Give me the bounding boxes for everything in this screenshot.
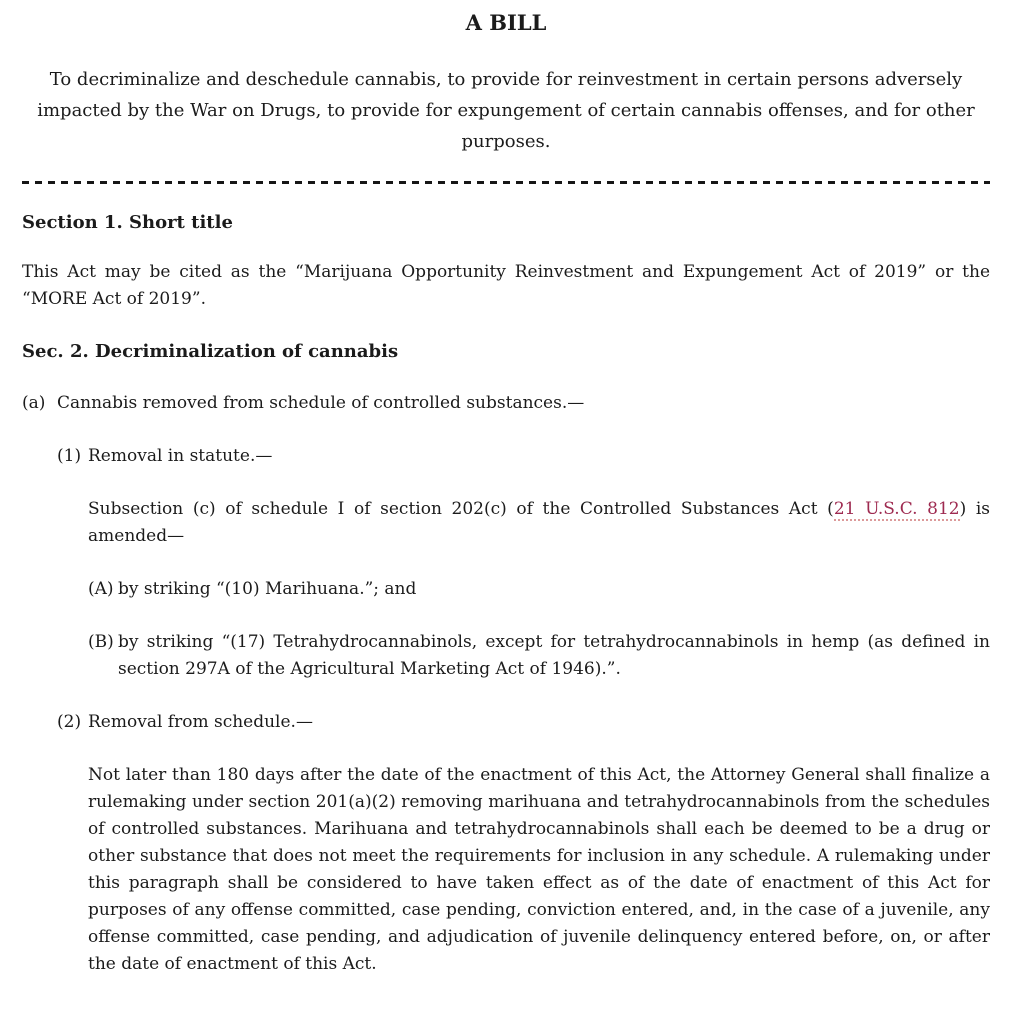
clause-2-text: Removal from schedule.— bbox=[88, 712, 313, 732]
dashed-divider bbox=[22, 181, 990, 184]
clause-1 bbox=[57, 443, 990, 470]
clause-2-label: (2) bbox=[57, 712, 82, 732]
bill-title: A BILL bbox=[465, 10, 547, 35]
statute-paragraph-before-link: Subsection (c) of schedule I of section 202(c) of the Controlled Substances Act ( bbox=[88, 499, 834, 519]
statute-paragraph bbox=[88, 496, 990, 550]
clause-a bbox=[22, 390, 990, 417]
short-title-paragraph: This Act may be cited as the “Marijuana Opportunity Reinvestment and Expungement Act of 2019” or the “MORE Act of 2019”. bbox=[22, 262, 990, 309]
usc-812-link[interactable]: 21 U.S.C. 812 bbox=[833, 499, 960, 519]
clause-1-children bbox=[88, 496, 990, 683]
clause-A-text: by striking “(10) Marihuana.”; and bbox=[118, 579, 417, 599]
clause-B-label: (B) bbox=[88, 632, 114, 652]
clause-a-children bbox=[57, 443, 990, 978]
section-1-heading: Section 1. Short title bbox=[22, 212, 233, 233]
bill-preamble: To decriminalize and deschedule cannabis, to provide for reinvestment in certain persons adversely impacted by the War on Drugs, to provide for expungement of certain cannabis offenses, and for other purposes. bbox=[37, 69, 975, 152]
clause-B bbox=[88, 629, 990, 683]
clause-B-text: by striking “(17) Tetrahydrocannabinols, except for tetrahydrocannabinols in hemp (as defined in section 297A of the Agricultural Marketing Act of 1946).”. bbox=[118, 632, 990, 679]
clause-A bbox=[88, 576, 990, 603]
clause-2-children bbox=[88, 762, 990, 978]
clause-A-label: (A) bbox=[88, 579, 114, 599]
clause-1-label: (1) bbox=[57, 446, 82, 466]
section-2-heading: Sec. 2. Decriminalization of cannabis bbox=[22, 341, 399, 362]
clause-a-text: Cannabis removed from schedule of controlled substances.— bbox=[57, 393, 585, 413]
clause-a-label: (a) bbox=[22, 393, 46, 413]
statute-paragraph-after-link: ) is amended— bbox=[88, 499, 991, 546]
clause-2 bbox=[57, 709, 990, 736]
rulemaking-paragraph: Not later than 180 days after the date of the enactment of this Act, the Attorney General shall finalize a rulemaking under section 201(a)(2) removing marihuana and tetrahydrocannabinols from the schedules of controlled substances. Marihuana and tetrahydrocannabinols shall each be deemed to be a drug or other substance that does not meet the requirements for inclusion in any schedule. A rulemaking under this paragraph shall be considered to have taken effect as of the date of enactment of this Act for purposes of any offense committed, case pending, conviction entered, and, in the case of a juvenile, any offense committed, case pending, and adjudication of juvenile delinquency entered before, on, or after the date of enactment of this Act. bbox=[88, 765, 990, 974]
clause-1-text: Removal in statute.— bbox=[88, 446, 273, 466]
